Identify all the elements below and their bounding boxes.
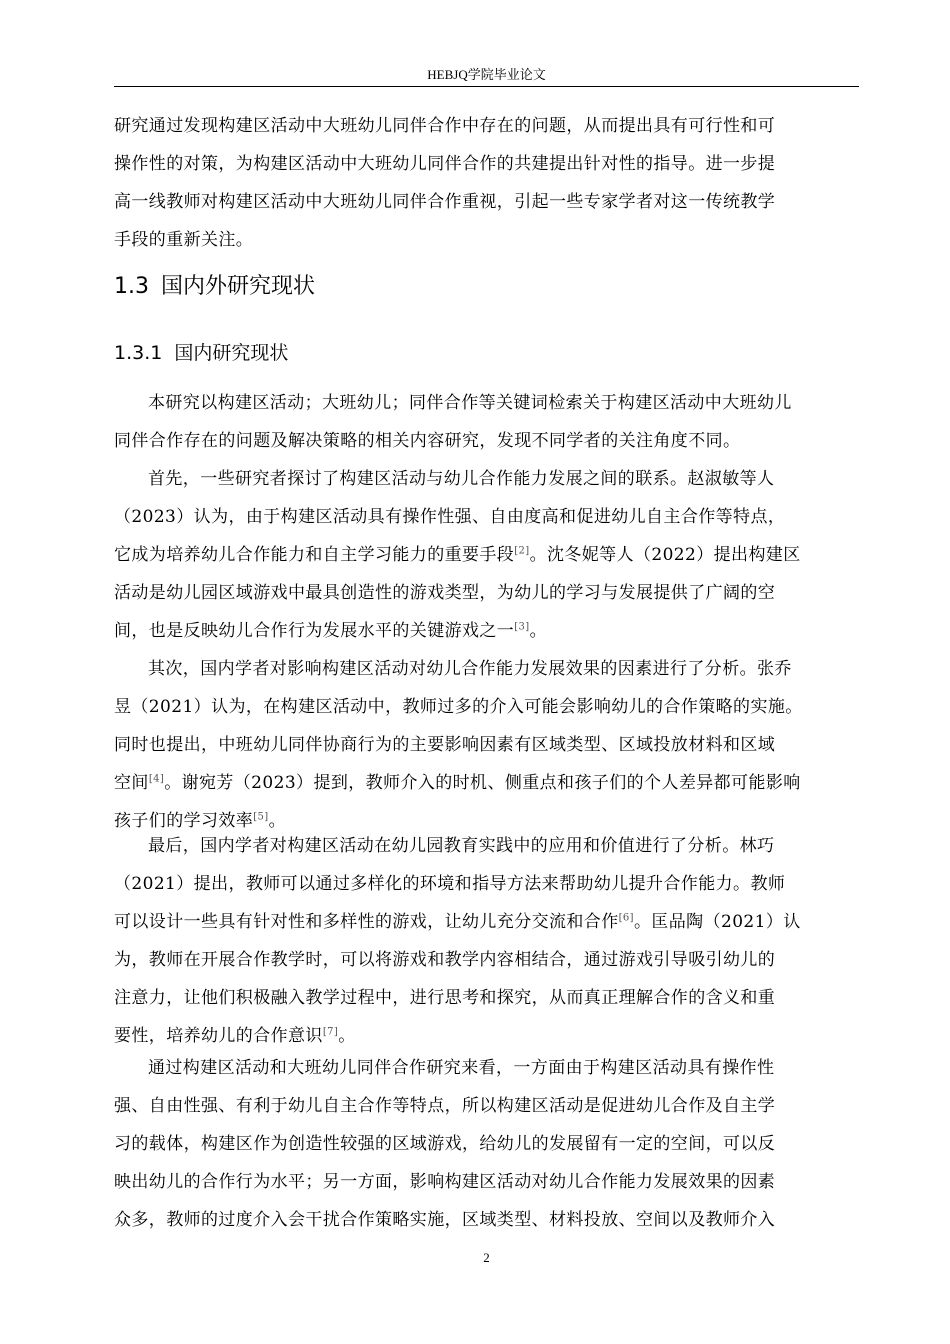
text-line: 研究通过发现构建区活动中大班幼儿同伴合作中存在的问题，从而提出具有可行性和可 bbox=[114, 116, 776, 136]
paragraph-second bbox=[114, 650, 859, 840]
text-line bbox=[114, 612, 859, 650]
text-line: 强、自由性强、有利于幼儿自主合作等特点，所以构建区活动是促进幼儿合作及自主学 bbox=[114, 1096, 776, 1116]
text-span: 间，也是反映幼儿合作行为发展水平的关键游戏之一 bbox=[114, 621, 515, 641]
paragraph-summary bbox=[114, 1049, 859, 1239]
citation-ref: [7] bbox=[322, 1026, 339, 1038]
text-line bbox=[114, 764, 859, 802]
text-span: 孩子们的学习效率 bbox=[114, 811, 254, 831]
paragraph-keywords bbox=[114, 384, 859, 460]
subsection-number: 1.3.1 bbox=[114, 342, 163, 364]
section-heading-1-3 bbox=[114, 272, 315, 302]
text-line: （2021）提出，教师可以通过多样化的环境和指导方法来帮助幼儿提升合作能力。教师 bbox=[114, 874, 786, 894]
text-line: 习的载体，构建区作为创造性较强的区域游戏，给幼儿的发展留有一定的空间，可以反 bbox=[114, 1134, 776, 1154]
text-span: 要性，培养幼儿的合作意识 bbox=[114, 1026, 323, 1046]
citation-ref: [4] bbox=[148, 773, 165, 785]
text-line: 高一线教师对构建区活动中大班幼儿同伴合作重视，引起一些专家学者对这一传统教学 bbox=[114, 192, 776, 212]
text-line: 活动是幼儿园区域游戏中最具创造性的游戏类型，为幼儿的学习与发展提供了广阔的空 bbox=[114, 583, 776, 603]
text-span: 。谢宛芳（2023）提到，教师介入的时机、侧重点和孩子们的个人差异都可能影响 bbox=[164, 773, 801, 793]
text-line: 手段的重新关注。 bbox=[114, 230, 254, 250]
page-number: 2 bbox=[483, 1250, 490, 1265]
intro-paragraph bbox=[114, 107, 859, 259]
text-span: 可以设计一些具有针对性和多样性的游戏，让幼儿充分交流和合作 bbox=[114, 912, 619, 932]
text-line: 注意力，让他们积极融入教学过程中，进行思考和探究，从而真正理解合作的含义和重 bbox=[114, 988, 776, 1008]
text-line: 同时也提出，中班幼儿同伴协商行为的主要影响因素有区域类型、区域投放材料和区域 bbox=[114, 735, 776, 755]
citation-ref: [3] bbox=[514, 621, 530, 633]
text-line: 其次，国内学者对影响构建区活动对幼儿合作能力发展效果的因素进行了分析。张乔 bbox=[148, 659, 792, 679]
text-span: 。 bbox=[268, 811, 286, 831]
text-line: 通过构建区活动和大班幼儿同伴合作研究来看，一方面由于构建区活动具有操作性 bbox=[148, 1058, 775, 1078]
subsection-title: 国内研究现状 bbox=[174, 342, 289, 364]
text-line: 操作性的对策，为构建区活动中大班幼儿同伴合作的共建提出针对性的指导。进一步提 bbox=[114, 154, 776, 174]
text-line: 众多，教师的过度介入会干扰合作策略实施，区域类型、材料投放、空间以及教师介入 bbox=[114, 1210, 776, 1230]
text-line bbox=[114, 903, 859, 941]
header-rule bbox=[114, 86, 859, 87]
citation-ref: [6] bbox=[618, 912, 634, 924]
text-line: 首先，一些研究者探讨了构建区活动与幼儿合作能力发展之间的联系。赵淑敏等人 bbox=[148, 469, 775, 489]
paragraph-third bbox=[114, 827, 859, 1055]
section-heading-1-3-1 bbox=[114, 339, 288, 367]
text-line: 为，教师在开展合作教学时，可以将游戏和教学内容相结合，通过游戏引导吸引幼儿的 bbox=[114, 950, 776, 970]
text-line: 映出幼儿的合作行为水平；另一方面，影响构建区活动对幼儿合作能力发展效果的因素 bbox=[114, 1172, 776, 1192]
citation-ref: [5] bbox=[253, 811, 269, 823]
text-span: 。 bbox=[529, 621, 547, 641]
text-span: 。匡品陶（2021）认 bbox=[633, 912, 801, 932]
paragraph-first bbox=[114, 460, 859, 650]
text-line: 最后，国内学者对构建区活动在幼儿园教育实践中的应用和价值进行了分析。林巧 bbox=[148, 836, 775, 856]
section-number: 1.3 bbox=[114, 274, 149, 299]
text-span: 。 bbox=[338, 1026, 356, 1046]
text-span: 。沈冬妮等人（2022）提出构建区 bbox=[529, 545, 801, 565]
page-header: HEBJQ学院毕业论文 bbox=[427, 67, 546, 82]
text-line: 本研究以构建区活动；大班幼儿；同伴合作等关键词检索关于构建区活动中大班幼儿 bbox=[148, 393, 792, 413]
text-span: 空间 bbox=[114, 773, 149, 793]
text-line bbox=[114, 536, 859, 574]
text-line: 同伴合作存在的问题及解决策略的相关内容研究，发现不同学者的关注角度不同。 bbox=[114, 431, 741, 451]
section-title: 国内外研究现状 bbox=[161, 274, 316, 299]
citation-ref: [2] bbox=[514, 545, 530, 557]
text-line: 昱（2021）认为，在构建区活动中，教师过多的介入可能会影响幼儿的合作策略的实施。 bbox=[114, 697, 803, 717]
text-line: （2023）认为，由于构建区活动具有操作性强、自由度高和促进幼儿自主合作等特点， bbox=[114, 507, 786, 527]
text-span: 它成为培养幼儿合作能力和自主学习能力的重要手段 bbox=[114, 545, 515, 565]
